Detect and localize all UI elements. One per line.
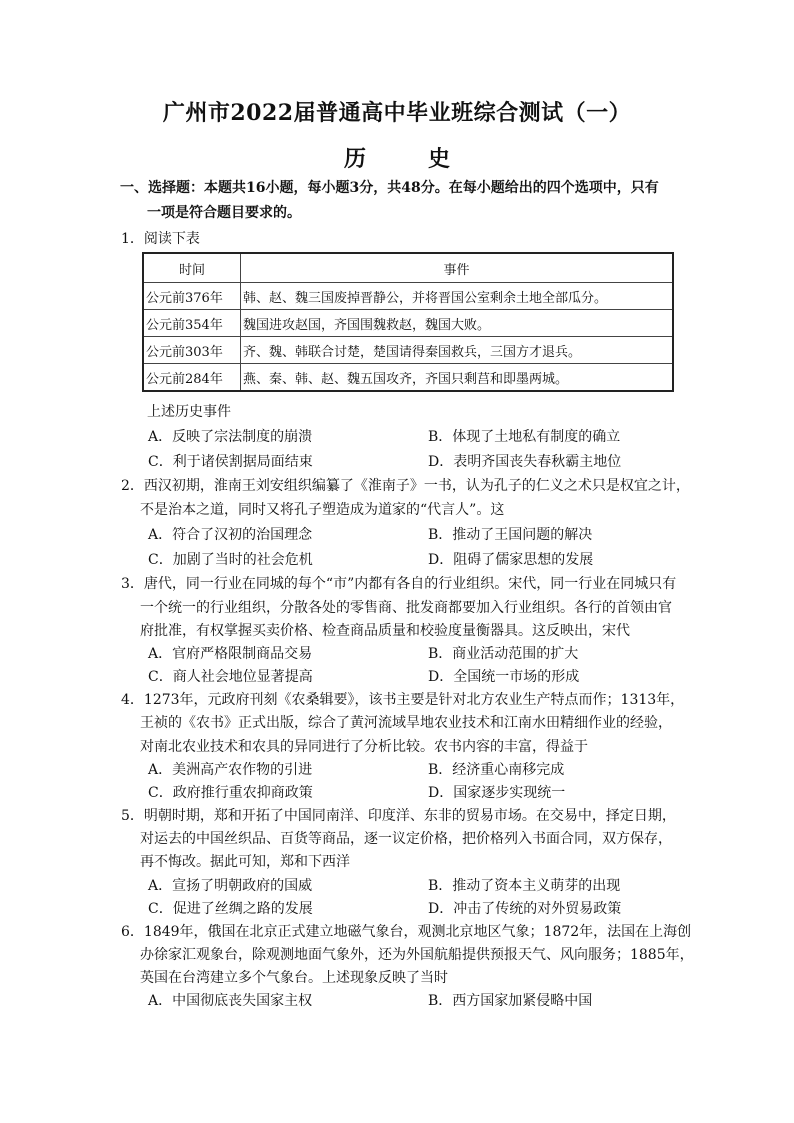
q4-stem-line2: 王祯的《农书》正式出版，综合了黄河流域旱地农业技术和江南水田精细作业的经验， — [140, 715, 672, 731]
q4-option-a: A．美洲高产农作物的引进 — [148, 762, 313, 778]
q2-option-c: C．加剧了当时的社会危机 — [148, 552, 313, 568]
q1-table-header-event: 事件 — [241, 253, 674, 283]
q3-stem-line2: 一个统一的行业组织，分散各处的零售商、批发商都要加入行业组织。各行的首领由官 — [140, 600, 672, 616]
section-instructions — [120, 176, 680, 226]
q5-stem-line3: 再不悔改。据此可知，郑和下西洋 — [140, 854, 350, 870]
q3-option-b: B．商业活动范围的扩大 — [428, 646, 579, 662]
q5-option-c: C．促进了丝绸之路的发展 — [148, 901, 313, 917]
table-cell-event: 齐、魏、韩联合讨楚，楚国请得秦国救兵，三国方才退兵。 — [241, 337, 674, 364]
q4-stem-line3: 对南北农业技术和农具的异同进行了分析比较。农书内容的丰富，得益于 — [140, 739, 588, 755]
q3-option-c: C．商人社会地位显著提高 — [148, 669, 313, 685]
q2-stem-line1: 2．西汉初期，淮南王刘安组织编纂了《淮南子》一书，认为孔子的仁义之术只是权宜之计， — [121, 478, 690, 494]
q1-stem: 1．阅读下表 — [121, 231, 200, 247]
q1-table-header — [143, 253, 673, 283]
q4-option-b: B．经济重心南移完成 — [428, 762, 565, 778]
table-row — [143, 283, 673, 310]
exam-title: 广州市2022届普通高中毕业班综合测试（一） — [162, 100, 632, 126]
table-cell-time: 公元前354年 — [143, 310, 241, 337]
q4-stem-line1: 4．1273年，元政府刊刻《农桑辑要》，该书主要是针对北方农业生产特点而作；1313年， — [121, 692, 685, 708]
q1-option-d: D．表明齐国丧失春秋霸主地位 — [428, 454, 622, 470]
q6-stem-line1: 6．1849年，俄国在北京正式建立地磁气象台，观测北京地区气象；1872年，法国在上海创 — [121, 924, 692, 940]
q5-stem-line1: 5．明朝时期，郑和开拓了中国同南洋、印度洋、东非的贸易市场。在交易中，择定日期， — [121, 808, 676, 824]
q5-option-d: D．冲击了传统的对外贸易政策 — [428, 901, 622, 917]
section-instructions-line2: 一项是符合题目要求的。 — [147, 205, 301, 221]
q5-option-a: A．宣扬了明朝政府的国威 — [148, 878, 313, 894]
q3-option-a: A．官府严格限制商品交易 — [148, 646, 313, 662]
q1-option-a: A．反映了宗法制度的崩溃 — [148, 429, 313, 445]
q2-option-d: D．阻碍了儒家思想的发展 — [428, 552, 594, 568]
table-cell-event: 韩、赵、魏三国废掉晋静公，并将晋国公室剩余土地全部瓜分。 — [241, 283, 674, 310]
table-cell-time: 公元前284年 — [143, 364, 241, 392]
q6-option-a: A．中国彻底丧失国家主权 — [148, 993, 313, 1009]
table-row — [143, 337, 673, 364]
q6-stem-line3: 英国在台湾建立多个气象台。上述现象反映了当时 — [140, 970, 448, 986]
q1-table-header-time: 时间 — [143, 253, 241, 283]
q2-option-b: B．推动了王国问题的解决 — [428, 527, 593, 543]
table-cell-event: 魏国进攻赵国，齐国围魏救赵，魏国大败。 — [241, 310, 674, 337]
q2-stem-line2: 不是治本之道，同时又将孔子塑造成为道家的“代言人”。这 — [140, 502, 505, 518]
table-row — [143, 310, 673, 337]
section-instructions-line1: 一、选择题：本题共16小题，每小题3分，共48分。在每小题给出的四个选项中，只有 — [120, 180, 659, 196]
q1-after-text: 上述历史事件 — [147, 404, 231, 420]
exam-subject: 历 史 — [343, 146, 470, 172]
q1-option-c: C．利于诸侯割据局面结束 — [148, 454, 313, 470]
table-row — [143, 364, 673, 392]
q5-option-b: B．推动了资本主义萌芽的出现 — [428, 878, 621, 894]
q5-stem-line2: 对运去的中国丝织品、百货等商品，逐一议定价格，把价格列入书面合同，双方保存， — [140, 831, 672, 847]
q2-option-a: A．符合了汉初的治国理念 — [148, 527, 313, 543]
q6-option-b: B．西方国家加紧侵略中国 — [428, 993, 593, 1009]
q3-stem-line1: 3．唐代，同一行业在同城的每个“市”内都有各自的行业组织。宋代，同一行业在同城只有 — [121, 576, 677, 592]
q6-stem-line2: 办徐家汇观象台，除观测地面气象外，还为外国航船提供预报天气、风向服务；1885年， — [140, 947, 694, 963]
q1-table — [142, 252, 674, 392]
table-cell-time: 公元前303年 — [143, 337, 241, 364]
table-cell-event: 燕、秦、韩、赵、魏五国攻齐，齐国只剩莒和即墨两城。 — [241, 364, 674, 392]
q4-option-c: C．政府推行重农抑商政策 — [148, 785, 313, 801]
q1-option-b: B．体现了土地私有制度的确立 — [428, 429, 621, 445]
q4-option-d: D．国家逐步实现统一 — [428, 785, 566, 801]
table-cell-time: 公元前376年 — [143, 283, 241, 310]
q3-stem-line3: 府批准，有权掌握买卖价格、检查商品质量和校验度量衡器具。这反映出，宋代 — [140, 623, 630, 639]
q3-option-d: D．全国统一市场的形成 — [428, 669, 580, 685]
